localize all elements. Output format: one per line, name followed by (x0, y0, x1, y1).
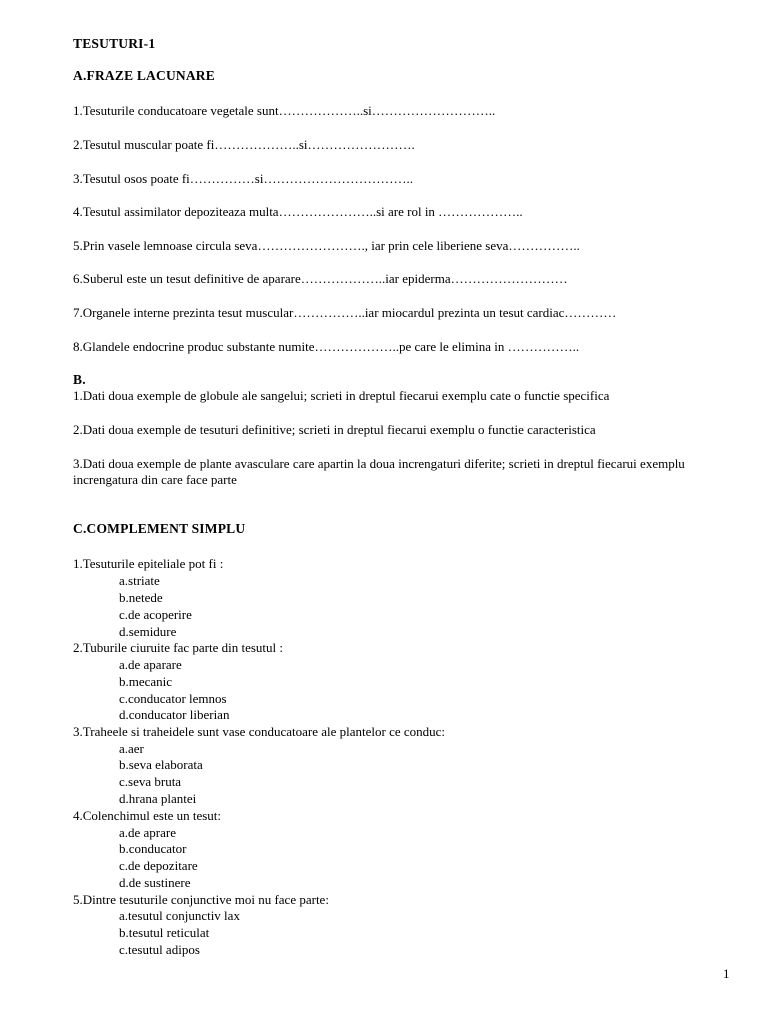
answer-option: b.seva elaborata (119, 757, 203, 772)
answer-option: b.conducator (119, 841, 187, 856)
answer-option: a.aer (119, 741, 144, 756)
answer-option: d.semidure (119, 624, 177, 639)
section-b-item: 3.Dati doua exemple de plante avasculare care apartin la doua increngaturi diferite; scrieti in dreptul fiecarui exemplu increngatura din care face parte (73, 456, 685, 487)
section-a-item: 5.Prin vasele lemnoase circula seva……………………., iar prin cele liberiene seva…………….. (73, 238, 580, 253)
answer-option: d.de sustinere (119, 875, 191, 890)
answer-option: a.tesutul conjunctiv lax (119, 908, 240, 923)
section-a-item: 4.Tesutul assimilator depoziteaza multa…………………..si are rol in ……………….. (73, 204, 523, 219)
answer-option: c.de acoperire (119, 607, 192, 622)
question-text: 2.Tuburile ciuruite fac parte din tesutul : (73, 640, 283, 655)
section-a-item: 7.Organele interne prezinta tesut muscular……………..iar miocardul prezinta un tesut cardiac………… (73, 305, 617, 320)
question-text: 4.Colenchimul este un tesut: (73, 808, 222, 823)
answer-option: c.de depozitare (119, 858, 198, 873)
section-a-item: 6.Suberul este un tesut definitive de aparare………………..iar epiderma……………………… (73, 271, 568, 286)
document-title: TESUTURI-1 (73, 36, 156, 51)
question-text: 1.Tesuturile epiteliale pot fi : (73, 556, 224, 571)
section-a-item: 3.Tesutul osos poate fi……………si…………………………….. (73, 171, 413, 186)
answer-option: a.de aprare (119, 825, 177, 840)
section-a-item: 8.Glandele endocrine produc substante numite………………..pe care le elimina in …………….. (73, 339, 580, 354)
answer-option: c.tesutul adipos (119, 942, 200, 957)
section-c-heading: C.COMPLEMENT SIMPLU (73, 521, 246, 536)
section-b-item: 2.Dati doua exemple de tesuturi definitive; scrieti in dreptul fiecarui exemplu o functie caracteristica (73, 422, 596, 437)
answer-option: a.de aparare (119, 657, 182, 672)
answer-option: b.netede (119, 590, 163, 605)
answer-option: c.seva bruta (119, 774, 182, 789)
section-a-item: 2.Tesutul muscular poate fi………………..si……………………. (73, 137, 415, 152)
section-b-item: 1.Dati doua exemple de globule ale sangelui; scrieti in dreptul fiecarui exemplu cate o functie specifica (73, 388, 610, 403)
answer-option: b.tesutul reticulat (119, 925, 210, 940)
section-b-heading: B. (73, 372, 86, 387)
answer-option: b.mecanic (119, 674, 173, 689)
answer-option: c.conducator lemnos (119, 691, 227, 706)
question-text: 3.Traheele si traheidele sunt vase conducatoare ale plantelor ce conduc: (73, 724, 446, 739)
answer-option: d.conducator liberian (119, 707, 230, 722)
section-a-item: 1.Tesuturile conducatoare vegetale sunt………………..si……………………….. (73, 103, 496, 118)
answer-option: a.striate (119, 573, 160, 588)
answer-option: d.hrana plantei (119, 791, 197, 806)
page-number: 1 (723, 966, 730, 981)
question-text: 5.Dintre tesuturile conjunctive moi nu face parte: (73, 892, 329, 907)
section-a-heading: A.FRAZE LACUNARE (73, 68, 215, 83)
